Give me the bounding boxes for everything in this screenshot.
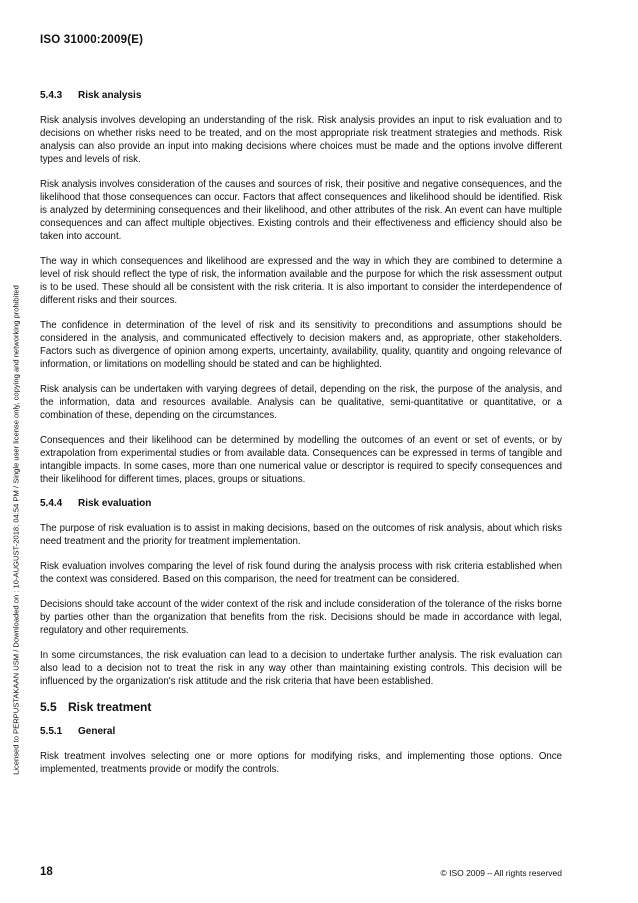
section-heading-5-5 bbox=[40, 700, 562, 714]
section-number: 5.5 bbox=[40, 700, 57, 714]
paragraph: The purpose of risk evaluation is to assist in making decisions, based on the outcomes of risk analysis, about which risks need treatment and the priority for treatment implementation. bbox=[40, 523, 562, 547]
paragraph: Consequences and their likelihood can be determined by modelling the outcomes of an event or set of events, or by extrapolation from experimental studies or from available data. Consequences can be expressed in terms of tangible and intangible impacts. In some cases, more than one numerical value or descriptor is required to specify consequences and their likelihood for different times, places, groups or situations. bbox=[40, 435, 562, 485]
license-text: Licensed to PERPUSTAKAAN USM / Downloaded on : 10-AUGUST-2018; 04:54 PM / Single user license only, copying and networking prohibited bbox=[11, 285, 21, 775]
section-number: 5.4.3 bbox=[40, 90, 63, 101]
license-sidebar bbox=[6, 240, 26, 820]
section-title: General bbox=[78, 726, 116, 737]
section-number: 5.4.4 bbox=[40, 498, 63, 509]
section-heading-5-4-4 bbox=[40, 498, 562, 509]
paragraph: The confidence in determination of the level of risk and its sensitivity to preconditions and assumptions should be considered in the analysis, and communicated effectively to decision makers and, as appropriate, other stakeholders. Factors such as divergence of opinion among experts, uncertainty, availability, quality, quantity and ongoing relevance of information, or limitations on modelling should be stated and can be highlighted. bbox=[40, 320, 562, 370]
paragraph: The way in which consequences and likelihood are expressed and the way in which they are combined to determine a level of risk should reflect the type of risk, the information available and the purpose for which the risk assessment output is to be used. These should all be consistent with the risk criteria. It is also important to consider the interdependence of different risks and their sources. bbox=[40, 256, 562, 306]
section-heading-5-4-3 bbox=[40, 90, 562, 101]
copyright-notice: © ISO 2009 – All rights reserved bbox=[440, 868, 562, 878]
paragraph: Decisions should take account of the wider context of the risk and include consideration of the tolerance of the risks borne by parties other than the organization that benefits from the risk. Decisions should be made in accordance with legal, regulatory and other requirements. bbox=[40, 599, 562, 636]
paragraph: Risk analysis can be undertaken with varying degrees of detail, depending on the risk, the purpose of the analysis, and the information, data and resources available. Analysis can be qualitative, semi-quantitative or quantitative, or a combination of these, depending on the circumstances. bbox=[40, 384, 562, 421]
page-content bbox=[40, 90, 562, 788]
paragraph: Risk evaluation involves comparing the level of risk found during the analysis process with risk criteria established when the context was considered. Based on this comparison, the need for treatment can be considered. bbox=[40, 561, 562, 585]
section-heading-5-5-1 bbox=[40, 726, 562, 737]
section-number: 5.5.1 bbox=[40, 726, 63, 737]
section-title: Risk treatment bbox=[68, 700, 152, 714]
paragraph: Risk analysis involves developing an understanding of the risk. Risk analysis provides an input to risk evaluation and to decisions on whether risks need to be treated, and on the most appropriate risk treatment strategies and methods. Risk analysis can also provide an input into making decisions where choices must be made and the options involve different types and levels of risk. bbox=[40, 115, 562, 165]
page-number: 18 bbox=[40, 866, 53, 878]
section-title: Risk evaluation bbox=[78, 498, 152, 509]
paragraph: In some circumstances, the risk evaluation can lead to a decision to undertake further analysis. The risk evaluation can also lead to a decision not to treat the risk in any way other than maintaining existing controls. This decision will be influenced by the organization's risk attitude and the risk criteria that have been established. bbox=[40, 650, 562, 687]
paragraph: Risk analysis involves consideration of the causes and sources of risk, their positive and negative consequences, and the likelihood that those consequences can occur. Factors that affect consequences and likelihood should be identified. Risk is analyzed by determining consequences and their likelihood, and other attributes of the risk. An event can have multiple consequences and can affect multiple objectives. Existing controls and their effectiveness and efficiency should also be taken into account. bbox=[40, 179, 562, 242]
paragraph: Risk treatment involves selecting one or more options for modifying risks, and implementing those options. Once implemented, treatments provide or modify the controls. bbox=[40, 751, 562, 775]
section-title: Risk analysis bbox=[78, 90, 142, 101]
document-header: ISO 31000:2009(E) bbox=[40, 34, 144, 46]
